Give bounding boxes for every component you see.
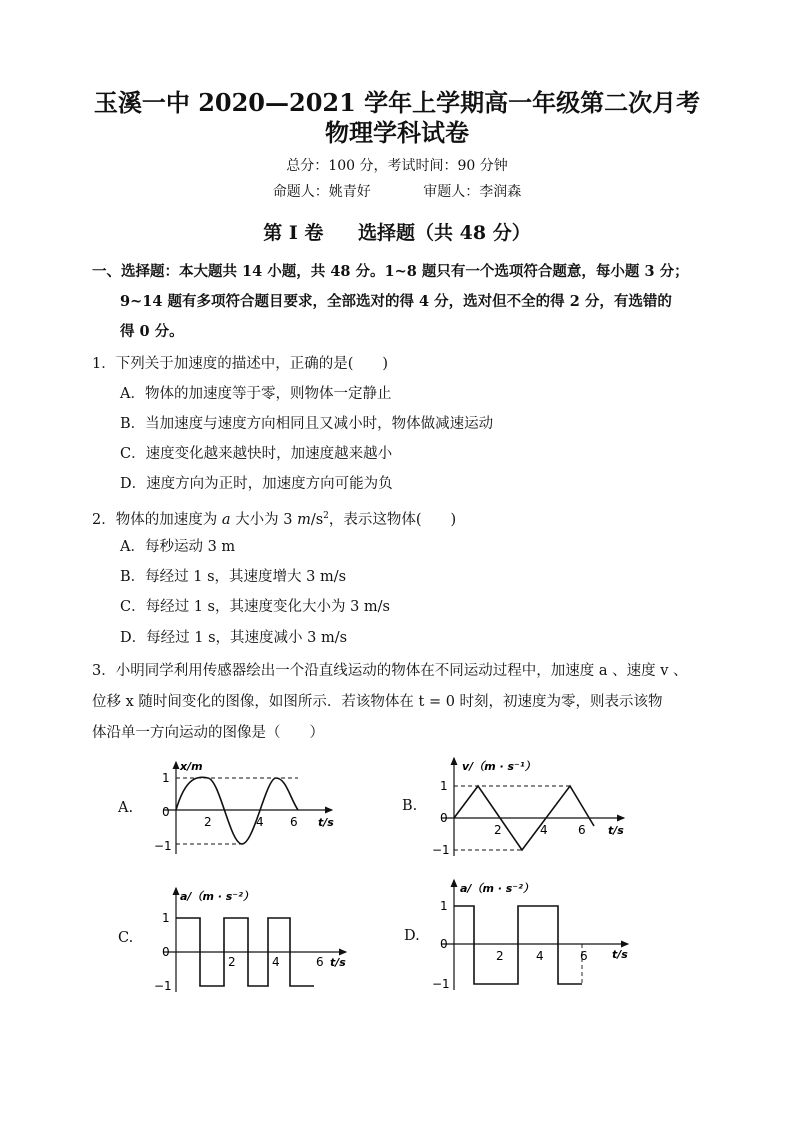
graph-d-xtick: 4 <box>536 949 544 963</box>
graph-c-xtick: 6 <box>316 955 324 969</box>
graph-c-xlabel: t/s <box>330 956 346 969</box>
graph-b-ytick: 1 <box>440 779 448 793</box>
graph-c-xtick: 4 <box>272 955 280 969</box>
exam-title-line2: 物理学科试卷 <box>325 118 469 147</box>
graph-a-xtick: 2 <box>204 815 212 829</box>
q1-option-a: A．物体的加速度等于零，则物体一定静止 <box>120 386 392 402</box>
q2-option-a: A．每秒运动 3 m <box>120 539 236 555</box>
graph-b-xtick: 2 <box>494 823 502 837</box>
graph-d-label: D. <box>404 928 420 944</box>
graph-a-ylabel: x/m <box>180 760 203 773</box>
section-part: 第 I 卷 <box>263 222 324 244</box>
graph-c-ytick: −1 <box>154 979 172 993</box>
graph-a-ytick: 1 <box>162 771 170 785</box>
graph-b-ylabel: v/（m · s⁻¹） <box>462 760 536 773</box>
graph-d-xlabel: t/s <box>612 948 628 961</box>
section-name: 选择题（共 48 分） <box>358 222 531 244</box>
graph-b-xtick: 6 <box>578 823 586 837</box>
graph-a <box>150 758 340 858</box>
graph-d-xtick: 2 <box>496 949 504 963</box>
graph-b <box>432 752 632 862</box>
graph-c-ylabel: a/（m · s⁻²） <box>180 890 254 903</box>
graph-a-curve <box>176 777 298 844</box>
q1-option-c: C．速度变化越来越快时，加速度越来越小 <box>120 446 393 462</box>
instruction-line: 一、选择题：本大题共 14 小题，共 48 分。1~8 题只有一个选项符合题意，每小题 3 分； <box>92 263 689 280</box>
graph-c-ytick: 1 <box>162 911 170 925</box>
q1-option-b: B．当加速度与速度方向相同且又减小时，物体做减速运动 <box>120 416 494 432</box>
q2-option-c: C．每经过 1 s，其速度变化大小为 3 m/s <box>120 599 390 615</box>
q1-stem: 1．下列关于加速度的描述中，正确的是( ) <box>92 356 389 372</box>
graph-d-ylabel: a/（m · s⁻²） <box>460 882 534 895</box>
author: 命题人：姚青好 <box>272 184 371 200</box>
graph-b-ytick: 0 <box>440 811 448 825</box>
q3-stem-line1: 3．小明同学利用传感器绘出一个沿直线运动的物体在不同运动过程中，加速度 a 、速度 v 、 <box>92 663 688 679</box>
graph-d-ytick: 0 <box>440 937 448 951</box>
graph-a-ytick: 0 <box>162 805 170 819</box>
q1-option-d: D．速度方向为正时，加速度方向可能为负 <box>120 476 393 492</box>
graph-c-label: C. <box>118 930 134 946</box>
q3-stem-line3: 体沿单一方向运动的图像是（ ） <box>92 725 324 741</box>
graph-a-xtick: 6 <box>290 815 298 829</box>
graph-d-xtick: 6 <box>580 949 588 963</box>
graph-c <box>150 882 350 994</box>
exam-title-line1: 玉溪一中 2020—2021 学年上学期高一年级第二次月考 <box>93 88 701 117</box>
section-heading <box>0 218 794 245</box>
graph-b-xtick: 4 <box>540 823 548 837</box>
graph-d-line <box>454 906 582 984</box>
score-time: 总分：100 分，考试时间：90 分钟 <box>286 158 508 174</box>
instruction-line: 9~14 题有多项符合题目要求，全部选对的得 4 分，选对但不全的得 2 分，有选错的 <box>120 293 672 310</box>
q2-option-b: B．每经过 1 s，其速度增大 3 m/s <box>120 569 347 585</box>
graph-c-ytick: 0 <box>162 945 170 959</box>
graph-a-label: A. <box>118 800 134 816</box>
graph-c-xtick: 2 <box>228 955 236 969</box>
instruction-line: 得 0 分。 <box>120 323 184 340</box>
author-line <box>0 182 794 202</box>
reviewer: 审题人：李润森 <box>423 184 522 200</box>
q2-option-d: D．每经过 1 s，其速度减小 3 m/s <box>120 630 348 646</box>
graph-a-xlabel: t/s <box>318 816 334 829</box>
graph-b-label: B. <box>402 798 418 814</box>
q3-stem-line2: 位移 x 随时间变化的图像，如图所示．若该物体在 t = 0 时刻，初速度为零，则表示该物 <box>92 694 663 710</box>
graph-d <box>432 874 632 994</box>
graph-b-xlabel: t/s <box>608 824 624 837</box>
graph-d-ytick: −1 <box>432 977 450 991</box>
graph-a-xtick: 4 <box>256 815 264 829</box>
q2-stem: 2．物体的加速度为 a 大小为 3 $m/s^2$，表示这物体( ) <box>92 511 457 528</box>
graph-d-ytick: 1 <box>440 899 448 913</box>
graph-a-ytick: −1 <box>154 839 172 853</box>
graph-b-ytick: −1 <box>432 843 450 857</box>
